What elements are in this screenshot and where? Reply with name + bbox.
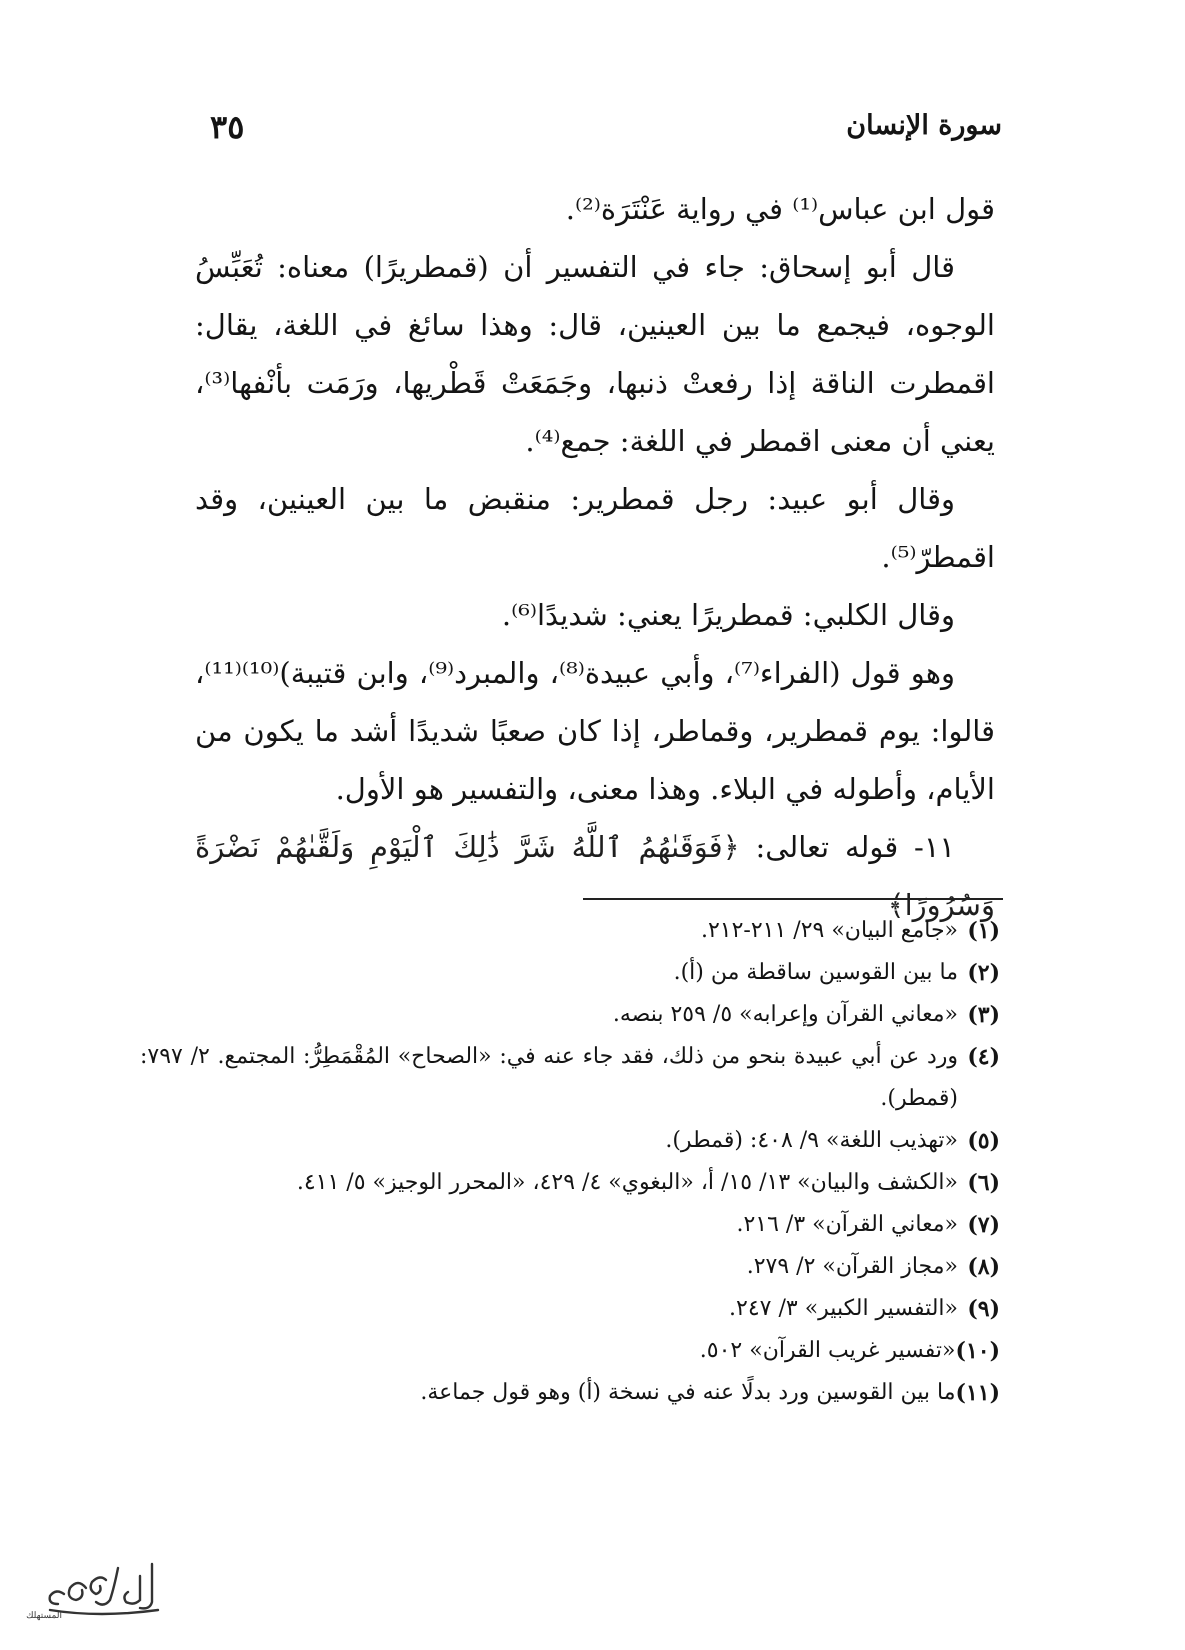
footnote-number: (٣) (967, 1002, 1000, 1028)
footnote-11 (140, 1372, 1000, 1414)
footnote-9 (140, 1288, 1000, 1330)
footnote-divider (583, 898, 1003, 900)
paragraph-1: قول ابن عباس⁽¹⁾ في رواية عَنْتَرَة⁽²⁾. (565, 192, 995, 226)
quran-verse: ﴿فَوَقَىٰهُمُ ٱللَّهُ شَرَّ ذَٰلِكَ ٱلْيَوْمِ وَلَقَّىٰهُمْ نَضْرَةً وَسُرُورًا﴾ (195, 830, 995, 922)
footnote-1 (140, 910, 1000, 952)
calligraphy-logo-icon (26, 1558, 165, 1621)
footnote-4 (140, 1036, 1000, 1120)
main-text (195, 180, 995, 934)
footnote-2 (140, 952, 1000, 994)
footnote-number: (١١) (955, 1380, 1000, 1406)
footnote-text: «تهذيب اللغة» ٩/ ٤٠٨: (قمطر). (665, 1128, 958, 1153)
footnote-text: «معاني القرآن وإعرابه» ٥/ ٢٥٩ بنصه. (612, 1002, 958, 1027)
footnote-number: (١) (967, 918, 1000, 944)
footnote-text: «مجاز القرآن» ٢/ ٢٧٩. (746, 1254, 958, 1279)
footnote-8 (140, 1246, 1000, 1288)
footnote-3 (140, 994, 1000, 1036)
footnote-number: (٥) (967, 1128, 1000, 1154)
paragraph-5: وهو قول (الفراء⁽⁷⁾، وأبي عبيدة⁽⁸⁾، والمبرد⁽⁹⁾، وابن قتيبة)⁽¹⁰⁾⁽¹¹⁾، قالوا: يوم قمطرير، وقماطر، إذا كان صعبًا شديدًا أشد ما يكون من الأيام، وأطوله في البلاء. وهذا معنى، والتفسير هو الأول. (195, 656, 995, 806)
footnote-text: «جامع البيان» ٢٩/ ٢١١-٢١٢. (700, 918, 958, 943)
paragraph-2: قال أبو إسحاق: جاء في التفسير أن (قمطريرًا) معناه: تُعَبِّسُ الوجوه، فيجمع ما بين العينين، قال: وهذا سائغ في اللغة، يقال: اقمطرت الناقة إذا رفعتْ ذنبها، وجَمَعَتْ قَطْريها، ورَمَت بأنْفها⁽³⁾، يعني أن معنى اقمطر في اللغة: جمع⁽⁴⁾. (195, 250, 995, 458)
footnote-number: (٩) (967, 1296, 1000, 1322)
footnote-5 (140, 1120, 1000, 1162)
footnote-number: (٨) (967, 1254, 1000, 1280)
paragraph-3: وقال أبو عبيد: رجل قمطرير: منقبض ما بين العينين، وقد اقمطرّ⁽⁵⁾. (195, 482, 995, 574)
logo-text: المستهلك (26, 1611, 62, 1621)
footnotes (140, 910, 1000, 1414)
footnote-text: «الكشف والبيان» ١٣/ ١٥/ أ، «البغوي» ٤/ ٤٢٩، «المحرر الوجيز» ٥/ ٤١١. (296, 1170, 958, 1195)
footnote-text: ما بين القوسين ورد بدلًا عنه في نسخة (أ) وهو قول جماعة. (420, 1380, 956, 1405)
footnote-text: ما بين القوسين ساقطة من (أ). (673, 960, 958, 985)
footnote-10 (140, 1330, 1000, 1372)
page-number: ٣٥ (210, 108, 245, 146)
verse-lead: ١١- قوله تعالى: (755, 830, 956, 864)
footnote-6 (140, 1162, 1000, 1204)
footnote-number: (٦) (967, 1170, 1000, 1196)
footnote-number: (٤) (967, 1044, 1000, 1070)
footnote-number: (١٠) (955, 1338, 1000, 1364)
surah-title: سورة الإنسان (846, 110, 1002, 141)
footnote-number: (٢) (967, 960, 1000, 986)
footnote-text: ورد عن أبي عبيدة بنحو من ذلك، فقد جاء عنه في: «الصحاح» المُقْمَطِرُّ: المجتمع. ٢/ ٧٩٧: (قمطر). (140, 1044, 958, 1111)
paragraph-4: وقال الكلبي: قمطريرًا يعني: شديدًا⁽⁶⁾. (501, 598, 955, 632)
footnote-text: «معاني القرآن» ٣/ ٢١٦. (736, 1212, 958, 1237)
footnote-number: (٧) (967, 1212, 1000, 1238)
footnote-text: «التفسير الكبير» ٣/ ٢٤٧. (729, 1296, 958, 1321)
footnote-text: «تفسير غريب القرآن» ٥٠٢. (699, 1338, 956, 1363)
footnote-7 (140, 1204, 1000, 1246)
